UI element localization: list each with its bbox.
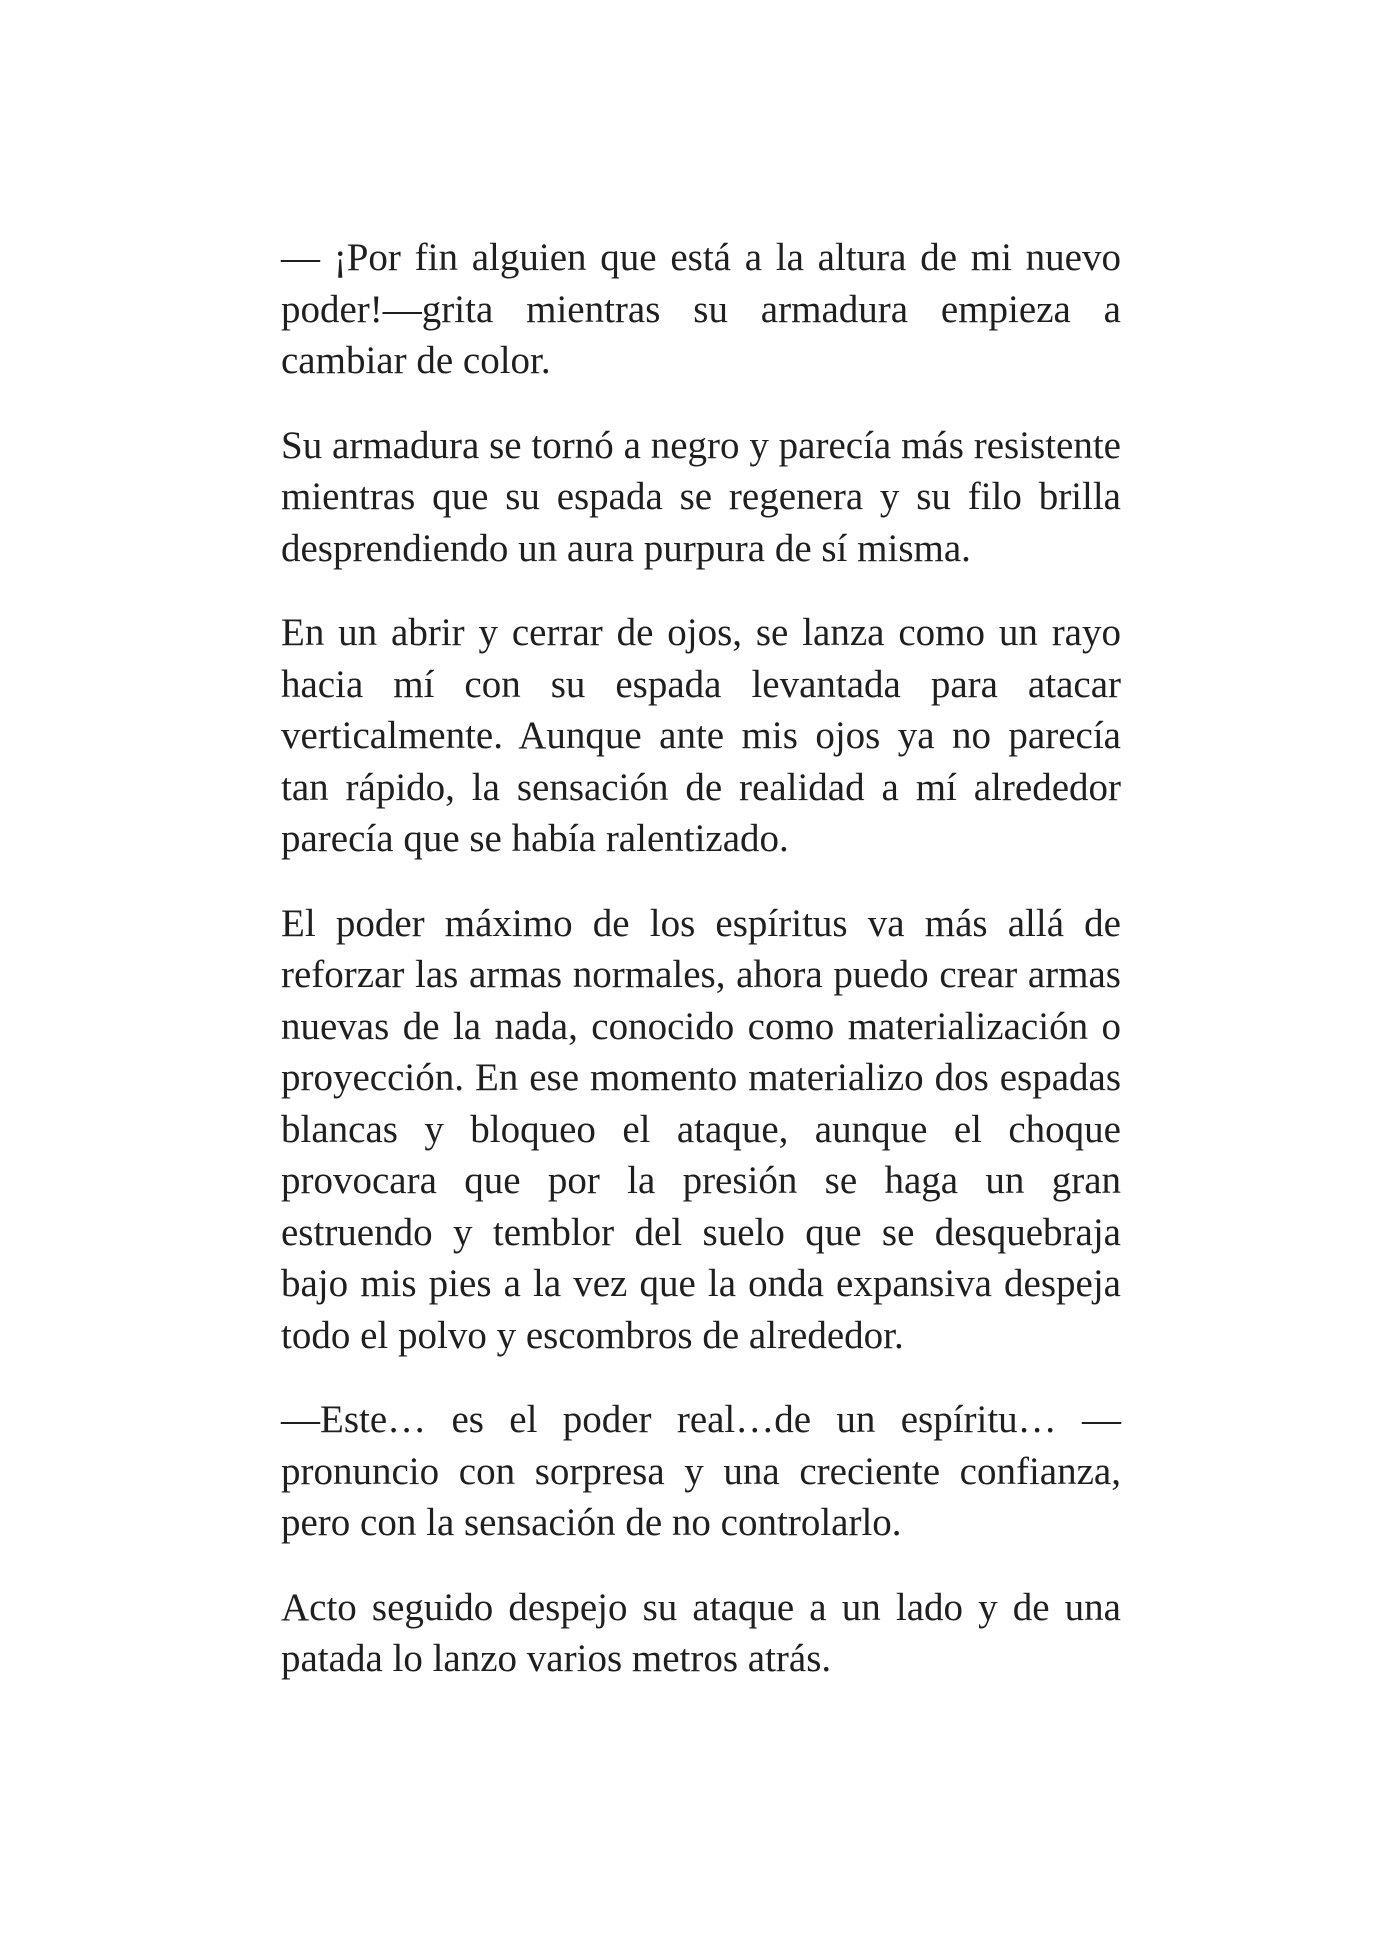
paragraph: Acto seguido despejo su ataque a un lado y de una patada lo lanzo varios metros atrás. [281, 1585, 1121, 1680]
paragraph: En un abrir y cerrar de ojos, se lanza como un rayo hacia mí con su espada levantada para atacar verticalmente. Aunque ante mis ojos ya no parecía tan rápido, la sensación de realidad a mí alrededor parecía que se había ralentizado. [281, 611, 1121, 860]
paragraph: —Este… es el poder real…de un espíritu… —pronuncio con sorpresa y una creciente confianza, pero con la sensación de no controlarlo. [281, 1398, 1121, 1544]
paragraph: — ¡Por fin alguien que está a la altura de mi nuevo poder!—grita mientras su armadura empieza a cambiar de color. [281, 236, 1121, 382]
paragraph: Su armadura se tornó a negro y parecía más resistente mientras que su espada se regenera y su filo brilla desprendiendo un aura purpura de sí misma. [281, 423, 1121, 570]
paragraph: El poder máximo de los espíritus va más allá de reforzar las armas normales, ahora puedo crear armas nuevas de la nada, conocido como materialización o proyección. En ese momento materializo dos espadas blancas y bloqueo el ataque, aunque el choque provocara que por la presión se haga un gran estruendo y temblor del suelo que se desquebraja bajo mis pies a la vez que la onda expansiva despeja todo el polvo y escombros de alrededor. [281, 901, 1121, 1357]
body-text [281, 232, 1121, 1718]
